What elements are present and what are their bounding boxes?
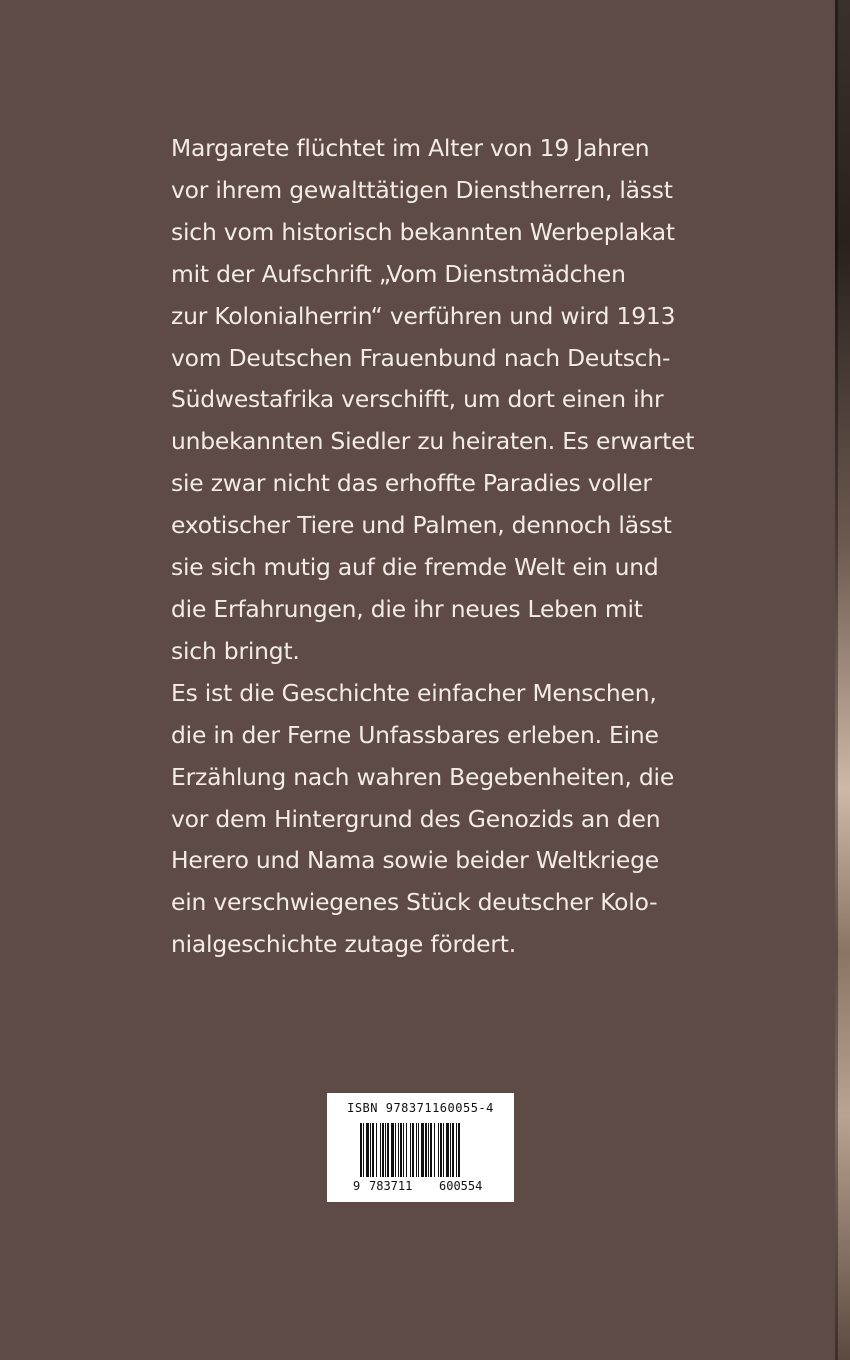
blurb-line: vom Deutschen Frauenbund nach Deutsch- bbox=[171, 343, 671, 372]
blurb-line: Herero und Nama sowie beider Weltkriege bbox=[171, 846, 659, 875]
blurb-line: vor ihrem gewalttätigen Dienstherren, lässt bbox=[171, 175, 673, 204]
barcode-digits-left: 783711 bbox=[369, 1179, 413, 1193]
barcode-digits bbox=[347, 1179, 507, 1195]
isbn-label: ISBN 978371160055-4 bbox=[347, 1101, 494, 1115]
blurb-text bbox=[171, 128, 701, 966]
blurb-line: die in der Ferne Unfassbares erleben. Eine bbox=[171, 720, 659, 749]
blurb-line: sie sich mutig auf die fremde Welt ein und bbox=[171, 553, 659, 582]
blurb-line: Margarete flüchtet im Alter von 19 Jahren bbox=[171, 134, 650, 162]
blurb-line: zur Kolonialherrin“ verführen und wird 1913 bbox=[171, 301, 676, 330]
blurb-line: sie zwar nicht das erhoffte Paradies voller bbox=[171, 469, 652, 498]
barcode-digit-first: 9 bbox=[353, 1179, 361, 1193]
blurb-line: exotischer Tiere und Palmen, dennoch lässt bbox=[171, 511, 672, 540]
blurb-line: vor dem Hintergrund des Genozids an den bbox=[171, 804, 661, 833]
blurb-line: die Erfahrungen, die ihr neues Leben mit bbox=[171, 594, 643, 623]
barcode-bars bbox=[360, 1123, 506, 1177]
blurb-line: Es ist die Geschichte einfacher Menschen, bbox=[171, 678, 657, 707]
blurb-line: Südwestafrika verschifft, um dort einen ihr bbox=[171, 385, 664, 414]
front-cover-edge bbox=[835, 0, 850, 1360]
blurb-line: sich vom historisch bekannten Werbeplakat bbox=[171, 217, 675, 246]
isbn-barcode bbox=[327, 1093, 514, 1202]
blurb-line: sich bringt. bbox=[171, 636, 300, 665]
blurb-line: mit der Aufschrift „Vom Dienstmädchen bbox=[171, 259, 626, 288]
blurb-line: unbekannten Siedler zu heiraten. Es erwartet bbox=[171, 427, 695, 456]
blurb-line: nialgeschichte zutage fördert. bbox=[171, 930, 516, 959]
blurb-line: ein verschwiegenes Stück deutscher Kolo- bbox=[171, 888, 658, 917]
barcode-digits-right: 600554 bbox=[439, 1179, 483, 1193]
blurb-line: Erzählung nach wahren Begebenheiten, die bbox=[171, 762, 675, 791]
